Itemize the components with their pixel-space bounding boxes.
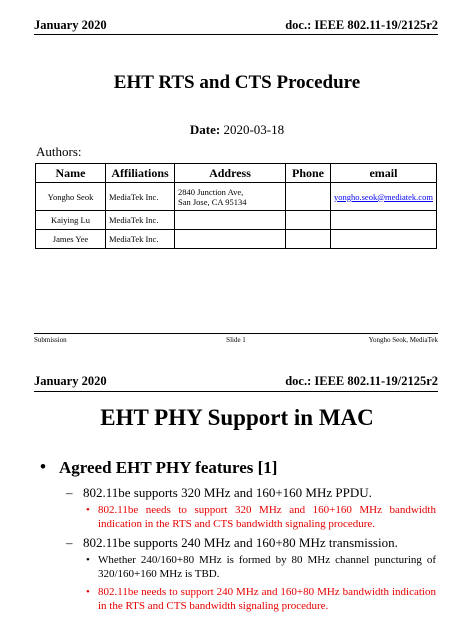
table-row [36, 211, 437, 230]
table-row [36, 230, 437, 249]
slide-footer [34, 336, 438, 348]
bullet-dash-icon: – [66, 535, 73, 550]
slide-gap [0, 350, 474, 372]
header-doc-id: doc.: IEEE 802.11-19/2125r2 [285, 18, 438, 32]
author-address [175, 211, 286, 230]
footer-divider [34, 333, 438, 334]
address-line-1: 2840 Junction Ave, [178, 186, 244, 197]
date-value: 2020-03-18 [223, 122, 285, 137]
slide-header [34, 374, 438, 390]
table-row [36, 183, 437, 211]
author-name: James Yee [36, 230, 106, 249]
column-header-name: Name [36, 164, 106, 183]
author-name: Kaiying Lu [36, 211, 106, 230]
slide-header [34, 18, 438, 34]
bullet-text: 802.11be needs to support 320 MHz and 160+160 MHz bandwidth indication in the RTS and CTS bandwidth signaling procedure. [98, 504, 436, 530]
author-email [331, 183, 437, 211]
bullet-dot-icon: • [86, 586, 90, 598]
author-name: Yongho Seok [36, 183, 106, 211]
header-date: January 2020 [34, 374, 107, 388]
date-line [0, 122, 474, 138]
bullet-text: 802.11be needs to support 240 MHz and 160+80 MHz bandwidth indication in the RTS and CTS bandwidth signaling procedure. [98, 586, 436, 612]
authors-label: Authors: [36, 144, 82, 159]
author-phone [286, 211, 331, 230]
column-header-affiliations: Affiliations [106, 164, 175, 183]
footer-submission: Submission [34, 336, 67, 344]
author-address [175, 183, 286, 211]
slide-title: EHT PHY Support in MAC [100, 405, 374, 430]
author-affiliation: MediaTek Inc. [106, 183, 175, 211]
slide-2 [0, 372, 474, 632]
bullet-text: 802.11be supports 240 MHz and 160+80 MHz transmission. [83, 535, 398, 550]
email-link[interactable]: yongho.seok@mediatek.com [334, 191, 433, 202]
address-line-2: San Jose, CA 95134 [178, 196, 247, 207]
table-header-row [36, 164, 437, 183]
bullet-text: Whether 240/160+80 MHz is formed by 80 MHz channel puncturing of 320/160+160 MHz is TBD. [98, 554, 436, 580]
bullet-dot-icon: • [86, 554, 90, 566]
authors-table [35, 163, 437, 249]
column-header-email: email [331, 164, 437, 183]
slide-title: EHT RTS and CTS Procedure [113, 72, 361, 93]
bullet-dot-icon: • [86, 504, 90, 516]
footer-slide-number: Slide 1 [226, 336, 246, 344]
header-date: January 2020 [34, 18, 107, 32]
footer-author: Yongho Seok, MediaTek [368, 336, 438, 344]
header-doc-id: doc.: IEEE 802.11-19/2125r2 [285, 374, 438, 388]
author-phone [286, 230, 331, 249]
date-label: Date: [189, 122, 221, 137]
author-email [331, 230, 437, 249]
author-phone [286, 183, 331, 211]
author-affiliation: MediaTek Inc. [106, 211, 175, 230]
bullet-dash-icon: – [66, 485, 73, 500]
author-affiliation: MediaTek Inc. [106, 230, 175, 249]
bullet-text: Agreed EHT PHY features [1] [59, 458, 278, 477]
header-divider [34, 391, 438, 392]
author-email [331, 211, 437, 230]
header-divider [34, 34, 438, 35]
bullet-text: 802.11be supports 320 MHz and 160+160 MHz PPDU. [83, 485, 372, 500]
column-header-address: Address [175, 164, 286, 183]
bullet-dot-icon: • [40, 457, 46, 476]
author-address [175, 230, 286, 249]
column-header-phone: Phone [286, 164, 331, 183]
